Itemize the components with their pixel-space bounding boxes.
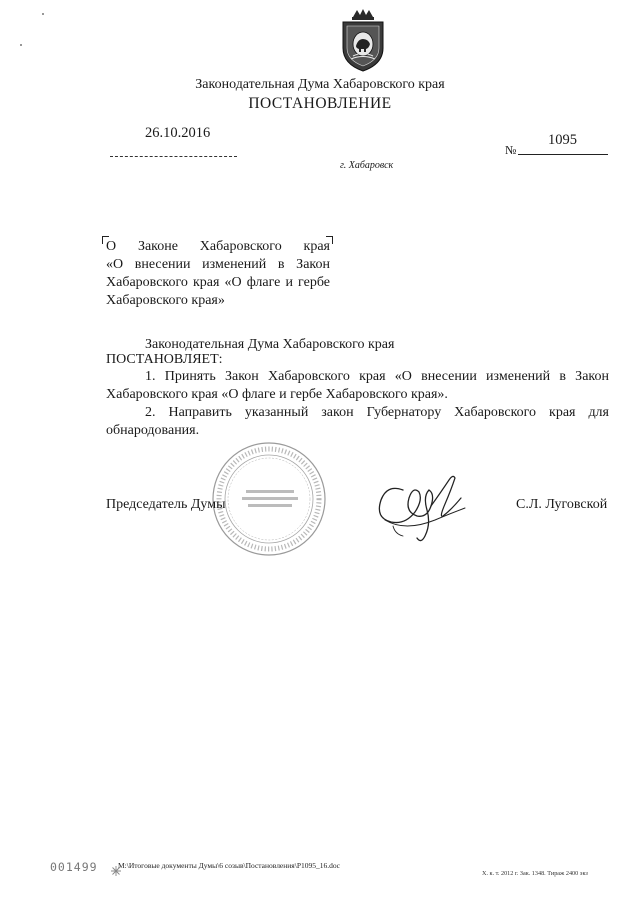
item-2-line-1: 2. Направить указанный закон Губернатору Хабаровского края для bbox=[145, 405, 609, 420]
item-1-line-2: Хабаровского края «О флаге и гербе Хабаровского края». bbox=[106, 387, 448, 402]
document-title bbox=[106, 238, 330, 310]
number-sign: № bbox=[505, 143, 517, 157]
preamble-organization: Законодательная Дума Хабаровского края bbox=[145, 337, 395, 352]
number-underline bbox=[518, 154, 608, 155]
scan-speck bbox=[42, 13, 44, 15]
scan-speck bbox=[20, 44, 22, 46]
city-name: г. Хабаровск bbox=[340, 160, 394, 171]
file-path: М:\Итоговые документы Думы\6 созыв\Постановления\Р1095_16.doc bbox=[118, 861, 340, 870]
title-line: «О внесении изменений в Закон bbox=[106, 257, 330, 272]
resolution-items bbox=[106, 368, 609, 440]
signer-name: С.Л. Луговской bbox=[516, 497, 608, 512]
handwritten-signature-icon bbox=[365, 470, 475, 548]
round-seal-stamp-icon bbox=[210, 440, 328, 558]
preamble-resolves: ПОСТАНОВЛЯЕТ: bbox=[106, 352, 223, 367]
document-date: 26.10.2016 bbox=[145, 125, 211, 141]
title-line: О Законе Хабаровского края bbox=[106, 239, 330, 254]
print-info: Х. к. т. 2012 г. Зак. 1348. Тираж 2400 экз bbox=[482, 870, 588, 877]
title-line: Хабаровского края» bbox=[106, 293, 225, 308]
organization-name: Законодательная Дума Хабаровского края bbox=[195, 77, 445, 92]
signer-position: Председатель Думы bbox=[106, 497, 226, 512]
document-type-heading: ПОСТАНОВЛЕНИЕ bbox=[248, 95, 392, 112]
item-1-line-1: 1. Принять Закон Хабаровского края «О внесении изменений в Закон bbox=[145, 369, 609, 384]
registration-number: 001499 bbox=[50, 860, 98, 874]
document-number: 1095 bbox=[548, 132, 577, 148]
date-underline bbox=[110, 156, 237, 157]
title-line: Хабаровского края «О флаге и гербе bbox=[106, 275, 330, 290]
item-2-line-2: обнародования. bbox=[106, 423, 200, 438]
khabarovsk-krai-coat-of-arms-icon bbox=[331, 8, 395, 74]
